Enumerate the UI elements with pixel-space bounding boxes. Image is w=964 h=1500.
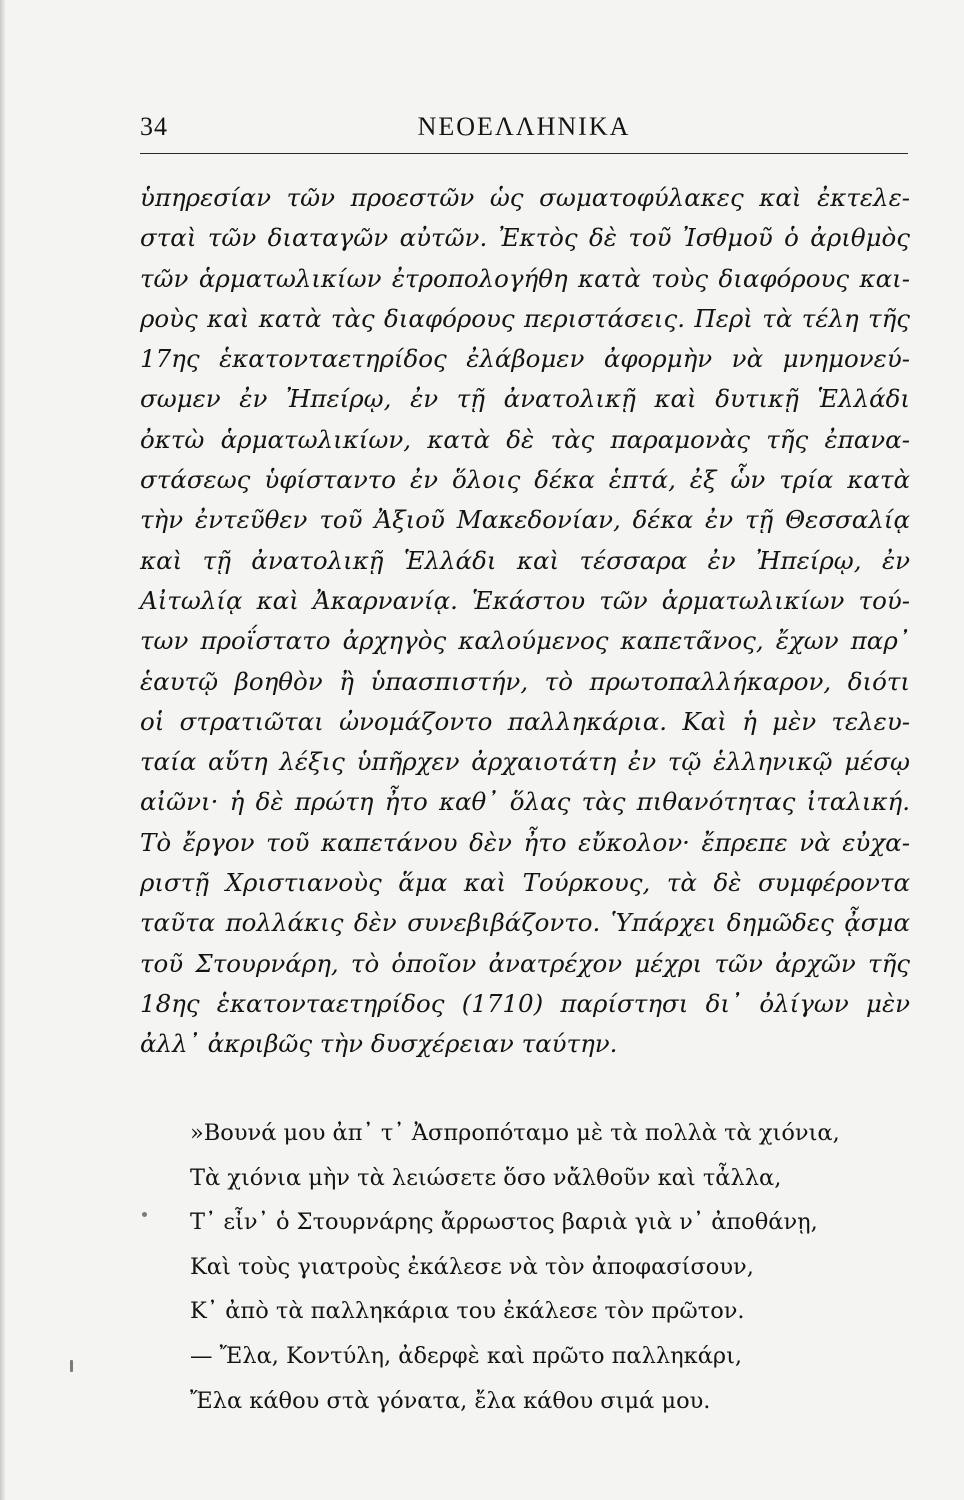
- text-line: αἰῶνι· ἡ δὲ πρώτη ἦτο καθ᾽ ὅλας τὰς πιθανότητας ἰταλική.: [140, 787, 910, 817]
- text-line: ταῦτα πολλάκις δὲν συνεβιβάζοντο. Ὑπάρχει δημῶδες ᾆσμα: [140, 908, 910, 938]
- header-rule: [140, 153, 908, 154]
- verse-line: Ἔλα κάθου στὰ γόνατα, ἔλα κάθου σιμά μου.: [190, 1387, 711, 1414]
- page-edge-shadow: [0, 0, 6, 1500]
- page-number: 34: [140, 112, 168, 141]
- text-line: σταὶ τῶν διαταγῶν αὐτῶν. Ἐκτὸς δὲ τοῦ Ἰσθμοῦ ὁ ἀριθμὸς: [140, 223, 910, 253]
- body-text: [140, 178, 910, 1065]
- text-line: ἑαυτῷ βοηθὸν ἢ ὑπασπιστήν, τὸ πρωτοπαλλήκαρον, διότι: [140, 666, 910, 696]
- text-line: ἀλλ᾽ ἀκριβῶς τὴν δυσχέρειαν ταύτην.: [140, 1029, 618, 1059]
- running-title: ΝΕΟΕΛΛΗΝΙΚΑ: [417, 112, 631, 141]
- verse-line: Τὰ χιόνια μὴν τὰ λειώσετε ὅσο νἄλθοῦν καὶ τἆλλα,: [190, 1164, 782, 1191]
- verse-line: — Ἔλα, Κοντύλη, ἀδερφὲ καὶ πρῶτο παλληκάρι,: [190, 1342, 743, 1369]
- verse-line: Τ᾽ εἶν᾽ ὁ Στουρνάρης ἄρρωστος βαριὰ γιὰ ν᾽ ἀποθάνῃ,: [190, 1209, 818, 1236]
- text-line: ριστῇ Χριστιανοὺς ἅμα καὶ Τούρκους, τὰ δὲ συμφέροντα: [140, 868, 910, 898]
- text-line: 17ης ἑκατονταετηρίδος ἐλάβομεν ἀφορμὴν νὰ μνημονεύ-: [140, 344, 910, 374]
- text-line: οἱ στρατιῶται ὠνομάζοντο παλληκάρια. Καὶ ἡ μὲν τελευ-: [140, 706, 910, 736]
- text-line: τοῦ Στουρνάρη, τὸ ὁποῖον ἀνατρέχον μέχρι τῶν ἀρχῶν τῆς: [140, 948, 910, 978]
- text-line: τὴν ἐντεῦθεν τοῦ Ἀξιοῦ Μακεδονίαν, δέκα ἐν τῇ Θεσσαλίᾳ: [140, 505, 910, 535]
- verse-line: »Βουνά μου ἀπ᾽ τ᾽ Ἀσπροπόταμο μὲ τὰ πολλὰ τὰ χιόνια,: [190, 1120, 840, 1146]
- text-line: καὶ τῇ ἀνατολικῇ Ἑλλάδι καὶ τέσσαρα ἐν Ἠπείρῳ, ἐν: [140, 545, 910, 575]
- text-line: ροὺς καὶ κατὰ τὰς διαφόρους περιστάσεις. Περὶ τὰ τέλη τῆς: [140, 303, 910, 333]
- ink-speck: [142, 1212, 147, 1217]
- text-line: στάσεως ὑφίσταντο ἐν ὅλοις δέκα ἑπτά, ἐξ ὧν τρία κατὰ: [140, 465, 910, 495]
- text-line: Τὸ ἔργον τοῦ καπετάνου δὲν ἦτο εὔκολον· ἔπρεπε νὰ εὐχα-: [140, 827, 910, 857]
- text-line: ταία αὕτη λέξις ὑπῆρχεν ἀρχαιοτάτη ἐν τῷ ἑλληνικῷ μέσῳ: [140, 747, 910, 777]
- verse-line: Κ᾽ ἀπὸ τὰ παλληκάρια του ἐκάλεσε τὸν πρῶτον.: [190, 1298, 745, 1325]
- text-line: σωμεν ἐν Ἠπείρῳ, ἐν τῇ ἀνατολικῇ καὶ δυτικῇ Ἑλλάδι: [140, 384, 910, 414]
- verse-line: Καὶ τοὺς γιατροὺς ἐκάλεσε νὰ τὸν ἀποφασίσουν,: [190, 1253, 754, 1280]
- text-line: Αἰτωλίᾳ καὶ Ἀκαρνανίᾳ. Ἑκάστου τῶν ἁρματωλικίων τού-: [140, 585, 910, 615]
- text-line: ὑπηρεσίαν τῶν προεστῶν ὡς σωματοφύλακες καὶ ἐκτελε-: [140, 183, 910, 212]
- text-line: των προΐστατο ἀρχηγὸς καλούμενος καπετᾶνος, ἔχων παρ᾽: [140, 626, 910, 656]
- text-line: ὀκτὼ ἁρματωλικίων, κατὰ δὲ τὰς παραμονὰς τῆς ἐπανα-: [140, 424, 910, 454]
- text-line: 18ης ἑκατονταετηρίδος (1710) παρίστησι δι᾽ ὀλίγων μὲν: [140, 988, 910, 1018]
- folk-song-verses: [190, 1111, 910, 1423]
- page-header: [140, 112, 908, 152]
- ink-speck: [70, 1360, 73, 1372]
- text-line: τῶν ἁρματωλικίων ἐτροπολογήθη κατὰ τοὺς διαφόρους και-: [140, 263, 910, 293]
